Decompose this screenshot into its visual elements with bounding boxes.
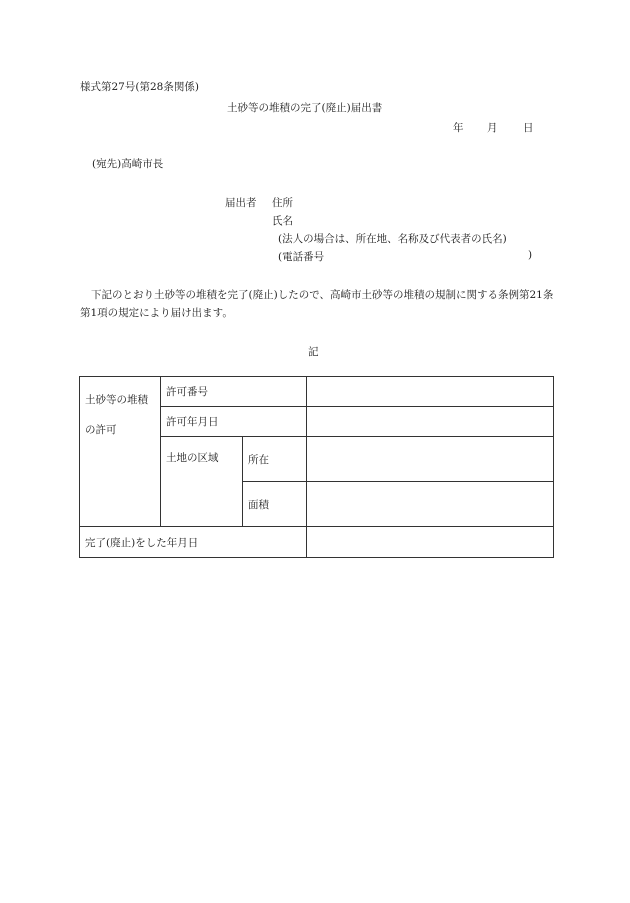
permit-number-label: 許可番号 [161,377,307,407]
body-paragraph [80,286,555,322]
corporation-note: (法人の場合は、所在地、名称及び代表者の氏名) [278,233,507,245]
date-year-label: 年 [453,122,464,134]
completion-date-label: 完了(廃止)をした年月日 [80,527,307,558]
recipient: (宛先)高崎市長 [92,158,164,170]
date-day-label: 日 [523,122,534,134]
name-label: 氏名 [272,215,293,227]
permit-group-label-line2: の許可 [85,424,117,436]
location-label: 所在 [243,437,307,482]
permit-group-cell [80,377,161,527]
completion-date-value[interactable] [307,527,554,558]
document-title: 土砂等の堆積の完了(廃止)届出書 [227,102,383,114]
location-value[interactable] [307,437,554,482]
applicant-label: 届出者 [225,197,257,209]
phone-label: (電話番号 [278,251,325,263]
date-month-label: 月 [487,122,498,134]
address-label: 住所 [272,197,293,209]
ki-heading: 記 [308,346,319,358]
area-value[interactable] [307,482,554,527]
area-label: 面積 [243,482,307,527]
body-text: 下記のとおり土砂等の堆積を完了(廃止)したので、高崎市土砂等の堆積の規制に関する条例第21条第1項の規定により届け出ます。 [80,289,554,319]
form-number: 様式第27号(第28条関係) [80,81,199,93]
permit-group-label-line1: 土砂等の堆積 [85,394,148,406]
land-area-label: 土地の区域 [161,437,243,527]
permit-date-value[interactable] [307,407,554,437]
permit-number-value[interactable] [307,377,554,407]
permit-table [79,376,554,558]
phone-close-paren: ) [528,249,533,261]
permit-date-label: 許可年月日 [161,407,307,437]
